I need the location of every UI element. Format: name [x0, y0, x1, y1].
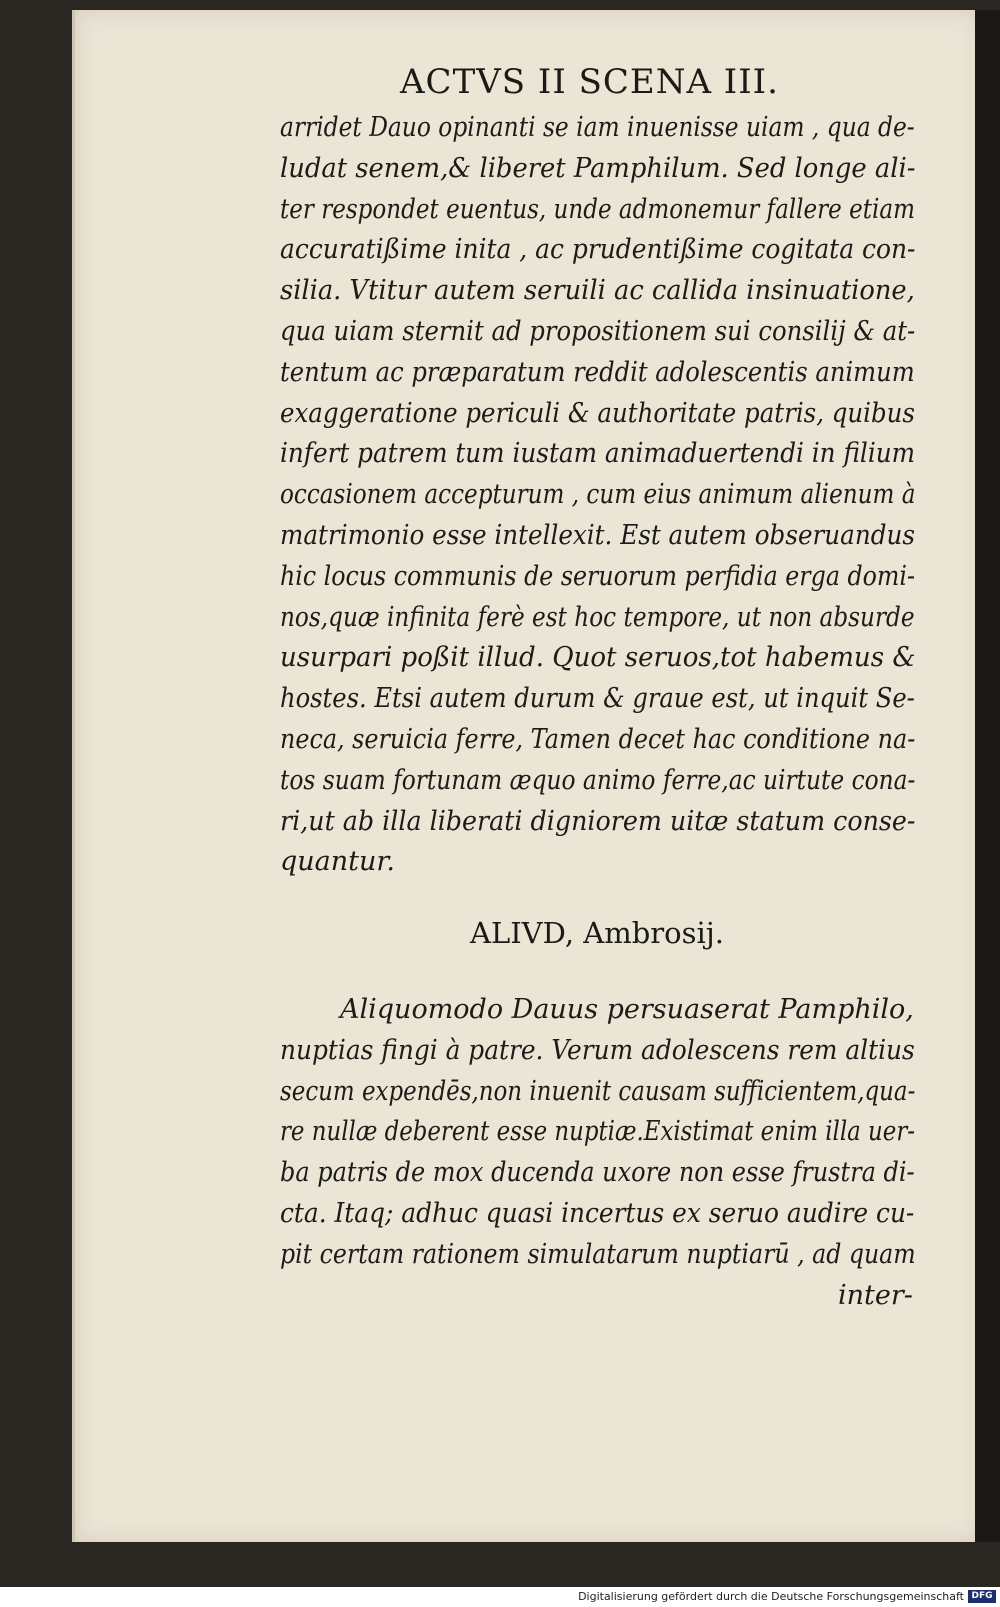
running-header: ACTVS II SCENA III. — [400, 62, 779, 102]
text-line: tos suam fortunam æquo animo ferre,ac uirtute cona- — [280, 764, 916, 796]
text-line: quantur. — [280, 846, 395, 878]
text-line: occasionem accepturum , cum eius animum alienum à — [280, 479, 916, 511]
text-line: pit certam rationem simulatarum nuptiarū , ad quam — [280, 1238, 916, 1270]
dfg-logo: DFG — [968, 1590, 996, 1603]
text-line: infert patrem tum iustam animaduertendi in filium — [280, 438, 916, 470]
text-line: exaggeratione periculi & authoritate patris, quibus — [280, 397, 915, 429]
text-line: cta. Itaq; adhuc quasi incertus ex seruo audire cu- — [280, 1198, 915, 1229]
text-line: arridet Dauo opinanti se iam inuenisse uiam , qua de- — [280, 112, 915, 143]
text-line: tentum ac præparatum reddit adolescentis animum — [280, 356, 915, 388]
text-line: Aliquomodo Dauus persuaserat Pamphilo, — [340, 994, 914, 1025]
text-line: accuratißime inita , ac prudentißime cogitata con- — [280, 234, 916, 266]
page-edge-shadow — [975, 10, 1000, 1542]
text-line: neca, seruicia ferre, Tamen decet hac conditione na- — [280, 724, 916, 755]
section-heading: ALIVD, Ambrosij. — [470, 916, 724, 950]
text-line: secum expendēs,non inuenit causam sufficientem,qua- — [280, 1075, 916, 1107]
funding-credit: Digitalisierung gefördert durch die Deutsche Forschungsgemeinschaft — [578, 1590, 964, 1603]
footer-bar — [0, 1587, 1000, 1607]
text-line: qua uiam sternit ad propositionem sui consilij & at- — [280, 316, 916, 347]
text-line: nos,quæ infinita ferè est hoc tempore, ut non absurde — [280, 601, 915, 633]
text-line: re nullæ deberent esse nuptiæ.Existimat enim illa uer- — [280, 1116, 915, 1148]
text-line: hic locus communis de seruorum perfidia erga domi- — [280, 560, 916, 592]
text-line: ter respondet euentus, unde admonemur fallere etiam — [280, 193, 915, 225]
text-line: ri,ut ab illa liberati digniorem uitæ statum conse- — [280, 805, 916, 837]
text-line: usurpari poßit illud. Quot seruos,tot habemus & — [280, 642, 916, 674]
text-line: hostes. Etsi autem durum & graue est, ut inquit Se- — [280, 683, 915, 715]
text-line: silia. Vtitur autem seruili ac callida insinuatione, — [280, 275, 915, 307]
text-line: ludat senem,& liberet Pamphilum. Sed longe ali- — [280, 152, 916, 184]
text-line: inter- — [838, 1279, 913, 1311]
text-line: nuptias fingi à patre. Verum adolescens rem altius — [280, 1034, 915, 1066]
text-line: ba patris de mox ducenda uxore non esse frustra di- — [280, 1157, 915, 1189]
text-line: matrimonio esse intellexit. Est autem obseruandus — [280, 520, 915, 551]
